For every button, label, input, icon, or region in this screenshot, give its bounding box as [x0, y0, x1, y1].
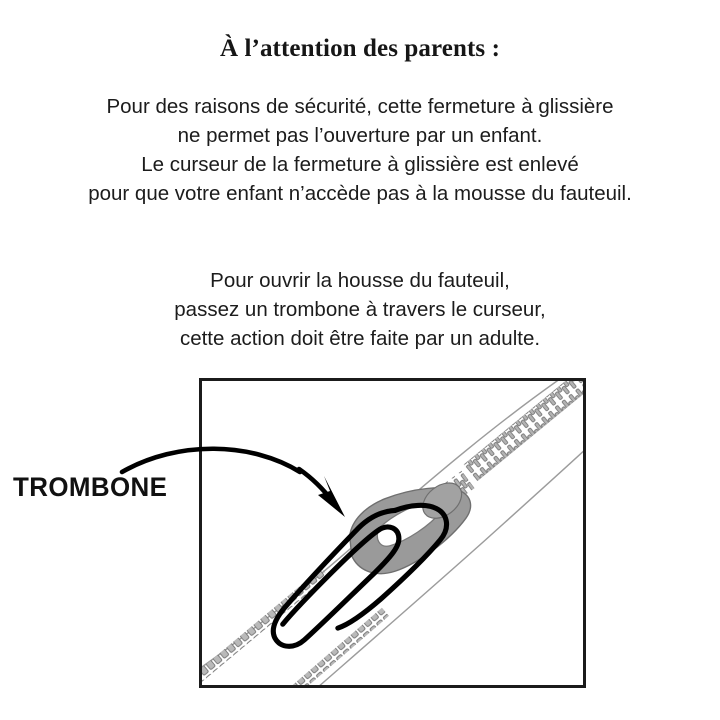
- paragraph-safety-notice: [0, 92, 720, 208]
- paragraph-opening-instructions: [0, 266, 720, 353]
- zipper-diagram-graphic: [202, 381, 583, 685]
- zipper-teeth-open-left: [202, 568, 328, 685]
- zipper-diagram: [199, 378, 586, 688]
- paragraph-line: cette action doit être faite par un adulte.: [179, 327, 541, 350]
- trombone-callout-label: TROMBONE: [13, 472, 168, 502]
- paragraph-line: ne permet pas l’ouverture par un enfant.: [177, 124, 543, 147]
- paragraph-line: passez un trombone à travers le curseur,: [174, 298, 546, 321]
- paragraph-line: Le curseur de la fermeture à glissière est enlevé: [141, 153, 579, 176]
- paragraph-line: Pour des raisons de sécurité, cette fermeture à glissière: [106, 95, 614, 118]
- zipper-slider: [350, 476, 471, 574]
- page-title: À l’attention des parents :: [219, 35, 500, 62]
- zipper-teeth-closed: [464, 381, 583, 481]
- paragraph-line: Pour ouvrir la housse du fauteuil,: [210, 269, 510, 292]
- paragraph-line: pour que votre enfant n’accède pas à la mousse du fauteuil.: [88, 182, 632, 205]
